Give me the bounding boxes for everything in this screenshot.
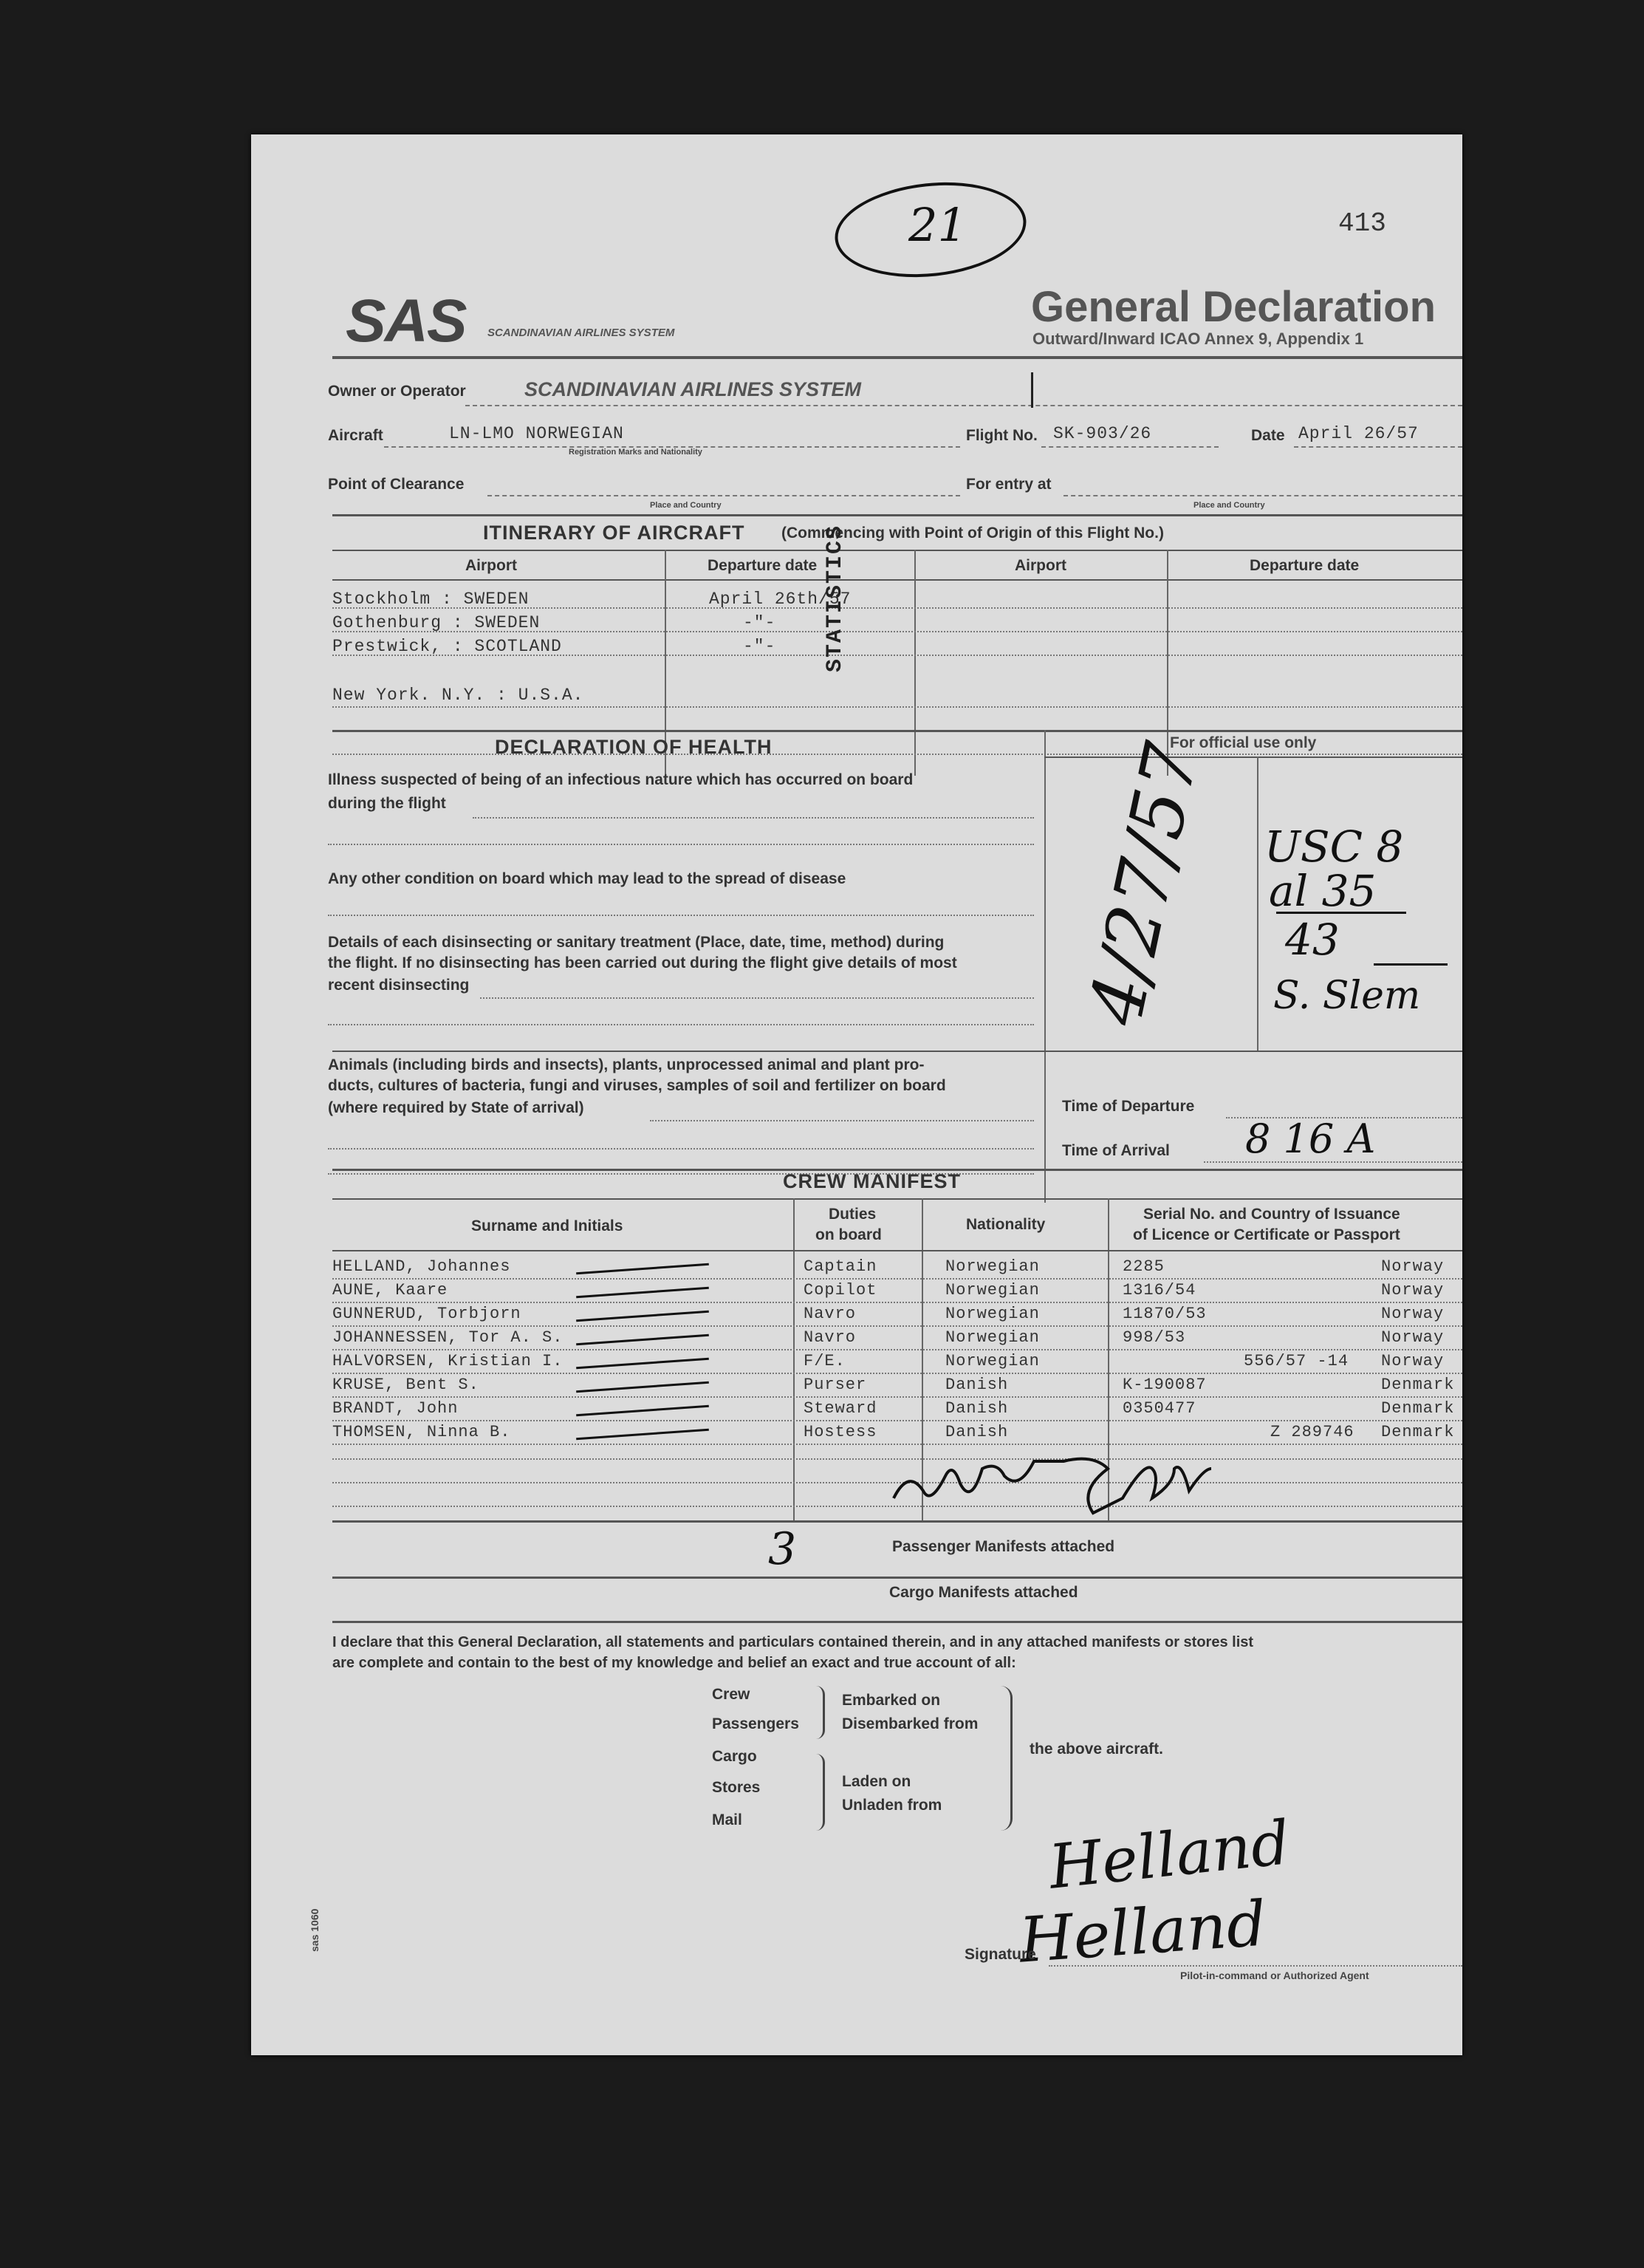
brace-3 <box>1000 1686 1013 1831</box>
official-date-note: 4/27/57 <box>1072 735 1216 1033</box>
official-initials: S. Slem <box>1273 974 1421 1018</box>
signature-label: Signature <box>965 1946 1036 1963</box>
health-q3c: recent disinsecting <box>328 977 470 994</box>
itinerary-date: -"- <box>743 637 776 656</box>
health-answer-line <box>328 1024 1034 1025</box>
crew-nationality: Danish <box>945 1423 1009 1441</box>
crew-duty: Steward <box>804 1399 877 1418</box>
crew-country: Norway <box>1381 1257 1445 1276</box>
decl-laden: Laden on <box>842 1773 911 1790</box>
time-arrival-label: Time of Arrival <box>1062 1142 1170 1159</box>
manifest-mid-rule <box>332 1577 1462 1579</box>
itinerary-date: April 26th/57 <box>709 590 852 609</box>
health-answer-line <box>328 1148 1034 1150</box>
crew-serial: K-190087 <box>1123 1376 1207 1394</box>
manifest-bottom-rule <box>332 1621 1462 1623</box>
itinerary-airport: Stockholm : SWEDEN <box>332 590 530 609</box>
decl-mail: Mail <box>712 1811 742 1828</box>
crew-duty: F/E. <box>804 1352 846 1370</box>
date-line <box>1294 446 1462 448</box>
decl-disembarked: Disembarked from <box>842 1715 979 1732</box>
crew-duty: Captain <box>804 1257 877 1276</box>
form-code: sas 1060 <box>309 1908 321 1952</box>
signature-caption: Pilot-in-command or Authorized Agent <box>1180 1970 1369 1981</box>
clearance-caption: Place and Country <box>650 501 722 510</box>
itinerary-date: -"- <box>743 613 776 632</box>
crew-duty: Hostess <box>804 1423 877 1441</box>
statistics-stamp: STATISTICS <box>823 524 848 672</box>
aircraft-line <box>384 446 960 448</box>
crew-nationality: Norwegian <box>945 1328 1040 1347</box>
health-q1b: during the flight <box>328 795 446 812</box>
official-mid-rule <box>1044 1051 1462 1052</box>
crew-nationality: Norwegian <box>945 1305 1040 1323</box>
col-nationality: Nationality <box>966 1216 1046 1233</box>
crew-nationality: Norwegian <box>945 1352 1040 1370</box>
page-number: 413 <box>1338 208 1386 239</box>
col-airport-1: Airport <box>465 557 517 574</box>
declaration-line-2: are complete and contain to the best of my knowledge and belief an exact and true account of all: <box>332 1655 1016 1671</box>
form-title: General Declaration <box>1031 283 1436 331</box>
signature-2: Helland <box>1016 1887 1269 1977</box>
crew-serial: 556/57 -14 <box>1244 1352 1349 1370</box>
crew-duty: Navro <box>804 1305 857 1323</box>
crew-check-mark <box>576 1381 709 1393</box>
official-head-rule <box>1044 756 1462 758</box>
signature-1: Helland <box>1045 1808 1293 1903</box>
crew-title: CREW MANIFEST <box>783 1170 961 1192</box>
official-num: 43 <box>1285 915 1340 965</box>
sas-logo-tagline: SCANDINAVIAN AIRLINES SYSTEM <box>487 327 675 339</box>
itinerary-div-3 <box>1167 550 1168 776</box>
itinerary-sub-rule <box>332 579 1462 581</box>
crew-check-mark <box>576 1287 709 1299</box>
health-q3a: Details of each disinsecting or sanitary treatment (Place, date, time, method) during <box>328 934 945 951</box>
crew-serial: 1316/54 <box>1123 1281 1196 1299</box>
official-title: For official use only <box>1170 734 1317 751</box>
crew-name: KRUSE, Bent S. <box>332 1376 479 1394</box>
crew-serial: Z 289746 <box>1270 1423 1354 1441</box>
crew-serial: 998/53 <box>1123 1328 1186 1347</box>
health-mid-rule <box>332 1051 1044 1052</box>
crew-country: Norway <box>1381 1281 1445 1299</box>
crew-row-line <box>332 1420 1462 1421</box>
itinerary-row-line <box>332 706 1462 708</box>
decl-cargo: Cargo <box>712 1748 757 1765</box>
crew-country: Denmark <box>1381 1423 1455 1441</box>
owner-line <box>465 405 1462 406</box>
crew-country: Norway <box>1381 1305 1445 1323</box>
circled-number: 21 <box>908 198 967 252</box>
official-al: al 35 <box>1269 866 1377 916</box>
crew-duty: Navro <box>804 1328 857 1347</box>
col-serial-2: of Licence or Certificate or Passport <box>1133 1226 1400 1243</box>
owner-handmark <box>1031 372 1033 408</box>
brace-1 <box>812 1686 825 1739</box>
crew-name: JOHANNESSEN, Tor A. S. <box>332 1328 564 1347</box>
itinerary-airport: Gothenburg : SWEDEN <box>332 613 541 632</box>
col-serial-1: Serial No. and Country of Issuance <box>1143 1206 1400 1223</box>
crew-row-line <box>332 1349 1462 1350</box>
crew-country: Norway <box>1381 1328 1445 1347</box>
decl-passengers: Passengers <box>712 1715 799 1732</box>
crew-name: GUNNERUD, Torbjorn <box>332 1305 521 1323</box>
decl-crew: Crew <box>712 1686 750 1703</box>
declaration-line-1: I declare that this General Declaration, all statements and particulars contained therein, and in any attached manifests or stores list <box>332 1634 1254 1650</box>
crew-check-mark <box>576 1311 709 1322</box>
crew-country: Denmark <box>1381 1376 1455 1394</box>
owner-value: SCANDINAVIAN AIRLINES SYSTEM <box>524 378 862 400</box>
crew-check-mark <box>576 1405 709 1417</box>
signature-line <box>1049 1965 1462 1967</box>
time-departure-label: Time of Departure <box>1062 1098 1195 1115</box>
crew-check-mark <box>576 1334 709 1346</box>
cargo-manifest-label: Cargo Manifests attached <box>889 1584 1078 1601</box>
crew-sub-rule <box>332 1250 1462 1251</box>
time-arrival-value: 8 16 A <box>1245 1116 1376 1162</box>
crew-row-line <box>332 1278 1462 1280</box>
passenger-manifest-label: Passenger Manifests attached <box>892 1538 1115 1555</box>
itinerary-top-rule <box>332 514 1462 516</box>
health-q4a: Animals (including birds and insects), plants, unprocessed animal and plant pro- <box>328 1056 925 1073</box>
official-underline <box>1374 963 1448 966</box>
crew-row-line <box>332 1302 1462 1303</box>
crew-name: HALVORSEN, Kristian I. <box>332 1352 564 1370</box>
crew-row-line <box>332 1325 1462 1327</box>
health-q3b: the flight. If no disinsecting has been carried out during the flight give details of most <box>328 954 957 971</box>
form-subtitle: Outward/Inward ICAO Annex 9, Appendix 1 <box>1032 329 1364 348</box>
itinerary-note: (Commencing with Point of Origin of this Flight No.) <box>781 525 1164 542</box>
crew-name: THOMSEN, Ninna B. <box>332 1423 511 1441</box>
entry-line <box>1064 495 1462 496</box>
crew-nationality: Danish <box>945 1399 1009 1418</box>
decl-stores: Stores <box>712 1779 761 1796</box>
aircraft-value: LN-LMO NORWEGIAN <box>449 424 624 443</box>
date-label: Date <box>1251 427 1285 444</box>
crew-nationality: Norwegian <box>945 1257 1040 1276</box>
crew-div-1 <box>793 1198 795 1520</box>
header-rule <box>332 356 1462 359</box>
crew-country: Denmark <box>1381 1399 1455 1418</box>
col-surname: Surname and Initials <box>471 1217 623 1234</box>
health-top-rule <box>332 730 1462 732</box>
official-div <box>1257 756 1258 1051</box>
date-value: April 26/57 <box>1298 424 1419 443</box>
col-departure-1: Departure date <box>708 557 818 574</box>
health-answer-line <box>650 1120 1034 1121</box>
health-q4b: ducts, cultures of bacteria, fungi and viruses, samples of soil and fertilizer on board <box>328 1077 946 1094</box>
official-usc: USC 8 <box>1264 822 1404 872</box>
health-answer-line <box>328 844 1034 845</box>
sas-logo: SAS <box>346 287 466 355</box>
official-underline <box>1276 912 1406 914</box>
crew-name: HELLAND, Johannes <box>332 1257 511 1276</box>
health-answer-line <box>473 817 1034 819</box>
crew-serial: 11870/53 <box>1123 1305 1207 1323</box>
crew-check-mark <box>576 1358 709 1370</box>
decl-embarked: Embarked on <box>842 1692 941 1709</box>
crew-row-line <box>332 1444 1462 1445</box>
crew-name: BRANDT, John <box>332 1399 459 1418</box>
health-q4c: (where required by State of arrival) <box>328 1099 584 1116</box>
decl-unladen: Unladen from <box>842 1797 942 1814</box>
crew-serial: 0350477 <box>1123 1399 1196 1418</box>
flight-label: Flight No. <box>966 427 1038 444</box>
brace-2 <box>812 1754 825 1831</box>
health-q2: Any other condition on board which may lead to the spread of disease <box>328 870 846 887</box>
registration-caption: Registration Marks and Nationality <box>569 448 702 457</box>
flight-line <box>1041 446 1219 448</box>
crew-row-line <box>332 1373 1462 1374</box>
col-duties-1: Duties <box>829 1206 877 1223</box>
aircraft-label: Aircraft <box>328 427 383 444</box>
itinerary-title: ITINERARY OF AIRCRAFT <box>483 522 745 544</box>
entry-label: For entry at <box>966 476 1052 493</box>
owner-label: Owner or Operator <box>328 383 466 400</box>
decl-above-aircraft: the above aircraft. <box>1030 1741 1163 1758</box>
crew-duty: Purser <box>804 1376 867 1394</box>
crew-check-mark <box>576 1429 709 1441</box>
declaration-form <box>251 134 1462 2055</box>
crew-nationality: Norwegian <box>945 1281 1040 1299</box>
col-airport-2: Airport <box>1015 557 1066 574</box>
health-title: DECLARATION OF HEALTH <box>495 736 773 758</box>
health-div <box>1044 730 1046 1203</box>
itinerary-div-2 <box>914 550 916 776</box>
crew-row-line <box>332 1396 1462 1398</box>
crew-signature-scrawl <box>886 1446 1300 1528</box>
crew-check-mark <box>576 1263 709 1275</box>
manifest-top-rule <box>332 1520 1462 1523</box>
health-answer-line <box>328 915 1034 916</box>
col-duties-2: on board <box>815 1226 882 1243</box>
entry-caption: Place and Country <box>1193 501 1265 510</box>
itinerary-airport: New York. N.Y. : U.S.A. <box>332 686 584 705</box>
flight-value: SK-903/26 <box>1053 424 1152 443</box>
clearance-line <box>487 495 960 496</box>
health-answer-line <box>480 997 1034 999</box>
col-departure-2: Departure date <box>1250 557 1360 574</box>
clearance-label: Point of Clearance <box>328 476 465 493</box>
crew-duty: Copilot <box>804 1281 877 1299</box>
crew-country: Norway <box>1381 1352 1445 1370</box>
itinerary-airport: Prestwick, : SCOTLAND <box>332 637 562 656</box>
passenger-count: 3 <box>768 1523 797 1575</box>
crew-serial: 2285 <box>1123 1257 1165 1276</box>
crew-head-rule <box>332 1198 1462 1200</box>
itinerary-head-rule <box>332 550 1462 551</box>
crew-name: AUNE, Kaare <box>332 1281 448 1299</box>
health-q1a: Illness suspected of being of an infectious nature which has occurred on board <box>328 771 914 788</box>
crew-nationality: Danish <box>945 1376 1009 1394</box>
